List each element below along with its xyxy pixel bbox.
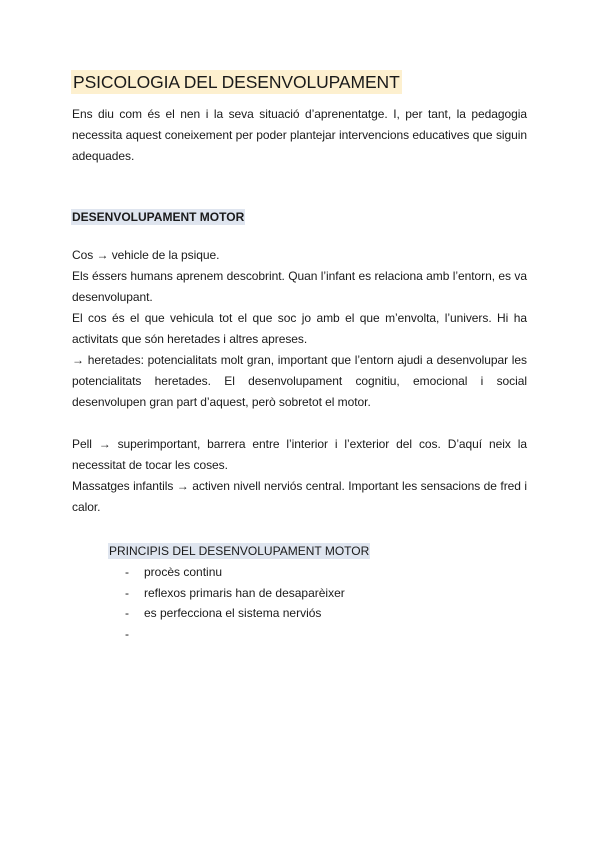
list-item (72, 603, 527, 624)
massage-paragraph: Massatges infantils → activen nivell nerviós central. Important les sensacions de fred i calor. (72, 479, 527, 514)
bullet-dash: - (125, 626, 129, 641)
list-item (72, 562, 527, 583)
motor-block-2 (72, 434, 527, 518)
principles-list (72, 562, 527, 644)
list-item (72, 583, 527, 604)
motor-paragraph: → heretades: potencialitats molt gran, important que l’entorn ajudi a desenvolupar les potencialitats heretades. El desenvolupament cognitiu, emocional i social desenvolupen gran part d’aquest, però sobretot el motor. (72, 353, 527, 409)
skin-paragraph: Pell → superimportant, barrera entre l’interior i l’exterior del cos. D’aquí neix la necessitat de tocar les coses. (72, 437, 527, 472)
page-title: PSICOLOGIA DEL DESENVOLUPAMENT (73, 72, 400, 92)
motor-paragraph: El cos és el que vehicula tot el que soc jo amb el que m’envolta, l’univers. Hi ha activitats que són heretades i altres apreses. (72, 311, 527, 346)
bullet-dash: - (125, 585, 129, 600)
principles-heading: PRINCIPIS DEL DESENVOLUPAMENT MOTOR (109, 544, 370, 558)
intro-paragraph: Ens diu com és el nen i la seva situació d’aprenentatge. I, per tant, la pedagogia necessita aquest coneixement per poder plantejar intervencions educatives que siguin adequades. (72, 107, 527, 163)
list-item-text: es perfecciona el sistema nerviós (144, 606, 322, 620)
motor-paragraph: Cos → vehicle de la psique. (72, 248, 220, 262)
list-item-text: reflexos primaris han de desaparèixer (144, 585, 345, 600)
list-item-text: procès continu (144, 565, 223, 579)
motor-paragraph: Els éssers humans aprenem descobrint. Quan l’infant es relaciona amb l’entorn, es va desenvolupant. (72, 269, 527, 304)
section-heading-motor: DESENVOLUPAMENT MOTOR (72, 210, 245, 224)
bullet-dash: - (125, 565, 129, 579)
motor-block-1 (72, 245, 527, 413)
document-page (72, 70, 527, 644)
bullet-dash: - (125, 606, 129, 620)
list-item (72, 624, 527, 645)
